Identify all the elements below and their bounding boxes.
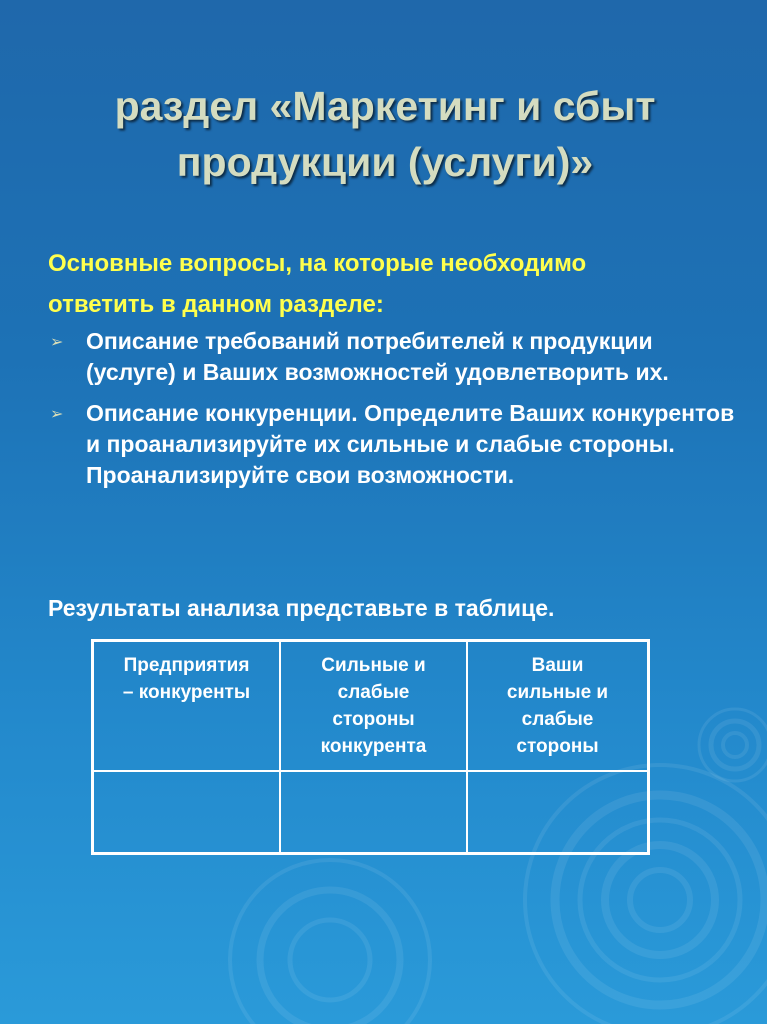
table-cell [467, 771, 649, 854]
table-header-cell [93, 641, 281, 772]
table-header-cell [467, 641, 649, 772]
section-question-heading-text: Основные вопросы, на которые необходимо ответить в данном разделе: [48, 250, 587, 318]
slide-title [40, 78, 730, 190]
table-header-competitor-strengths: Сильные и слабые стороны конкурента [320, 655, 427, 757]
table-header-row [93, 641, 649, 772]
table-cell [280, 771, 467, 854]
slide-title-text: раздел «Маркетинг и сбыт продукции (услуги)» [114, 83, 656, 185]
table-header-own-strengths: Ваши сильные и слабые стороны [506, 655, 609, 757]
bullet-text: Описание требований потребителей к продукции (услуге) и Ваших возможностей удовлетворить их. [86, 328, 669, 385]
table-header-competitors: Предприятия – конкуренты [122, 655, 251, 703]
section-question-heading [48, 243, 738, 325]
bullet-item [48, 398, 738, 491]
table-row [93, 771, 649, 854]
bullet-text: Описание конкуренции. Определите Ваших конкурентов и проанализируйте их сильные и слабые стороны. Проанализируйте свои возможности. [86, 400, 735, 488]
arrowhead-bullet-icon: ➢ [50, 406, 64, 423]
bullet-item [48, 326, 738, 388]
table-cell [93, 771, 281, 854]
results-instruction: Результаты анализа представьте в таблице. [48, 595, 555, 621]
arrowhead-bullet-icon: ➢ [50, 334, 64, 351]
table-header-cell [280, 641, 467, 772]
bullet-list [48, 326, 738, 491]
analysis-table [91, 639, 650, 855]
